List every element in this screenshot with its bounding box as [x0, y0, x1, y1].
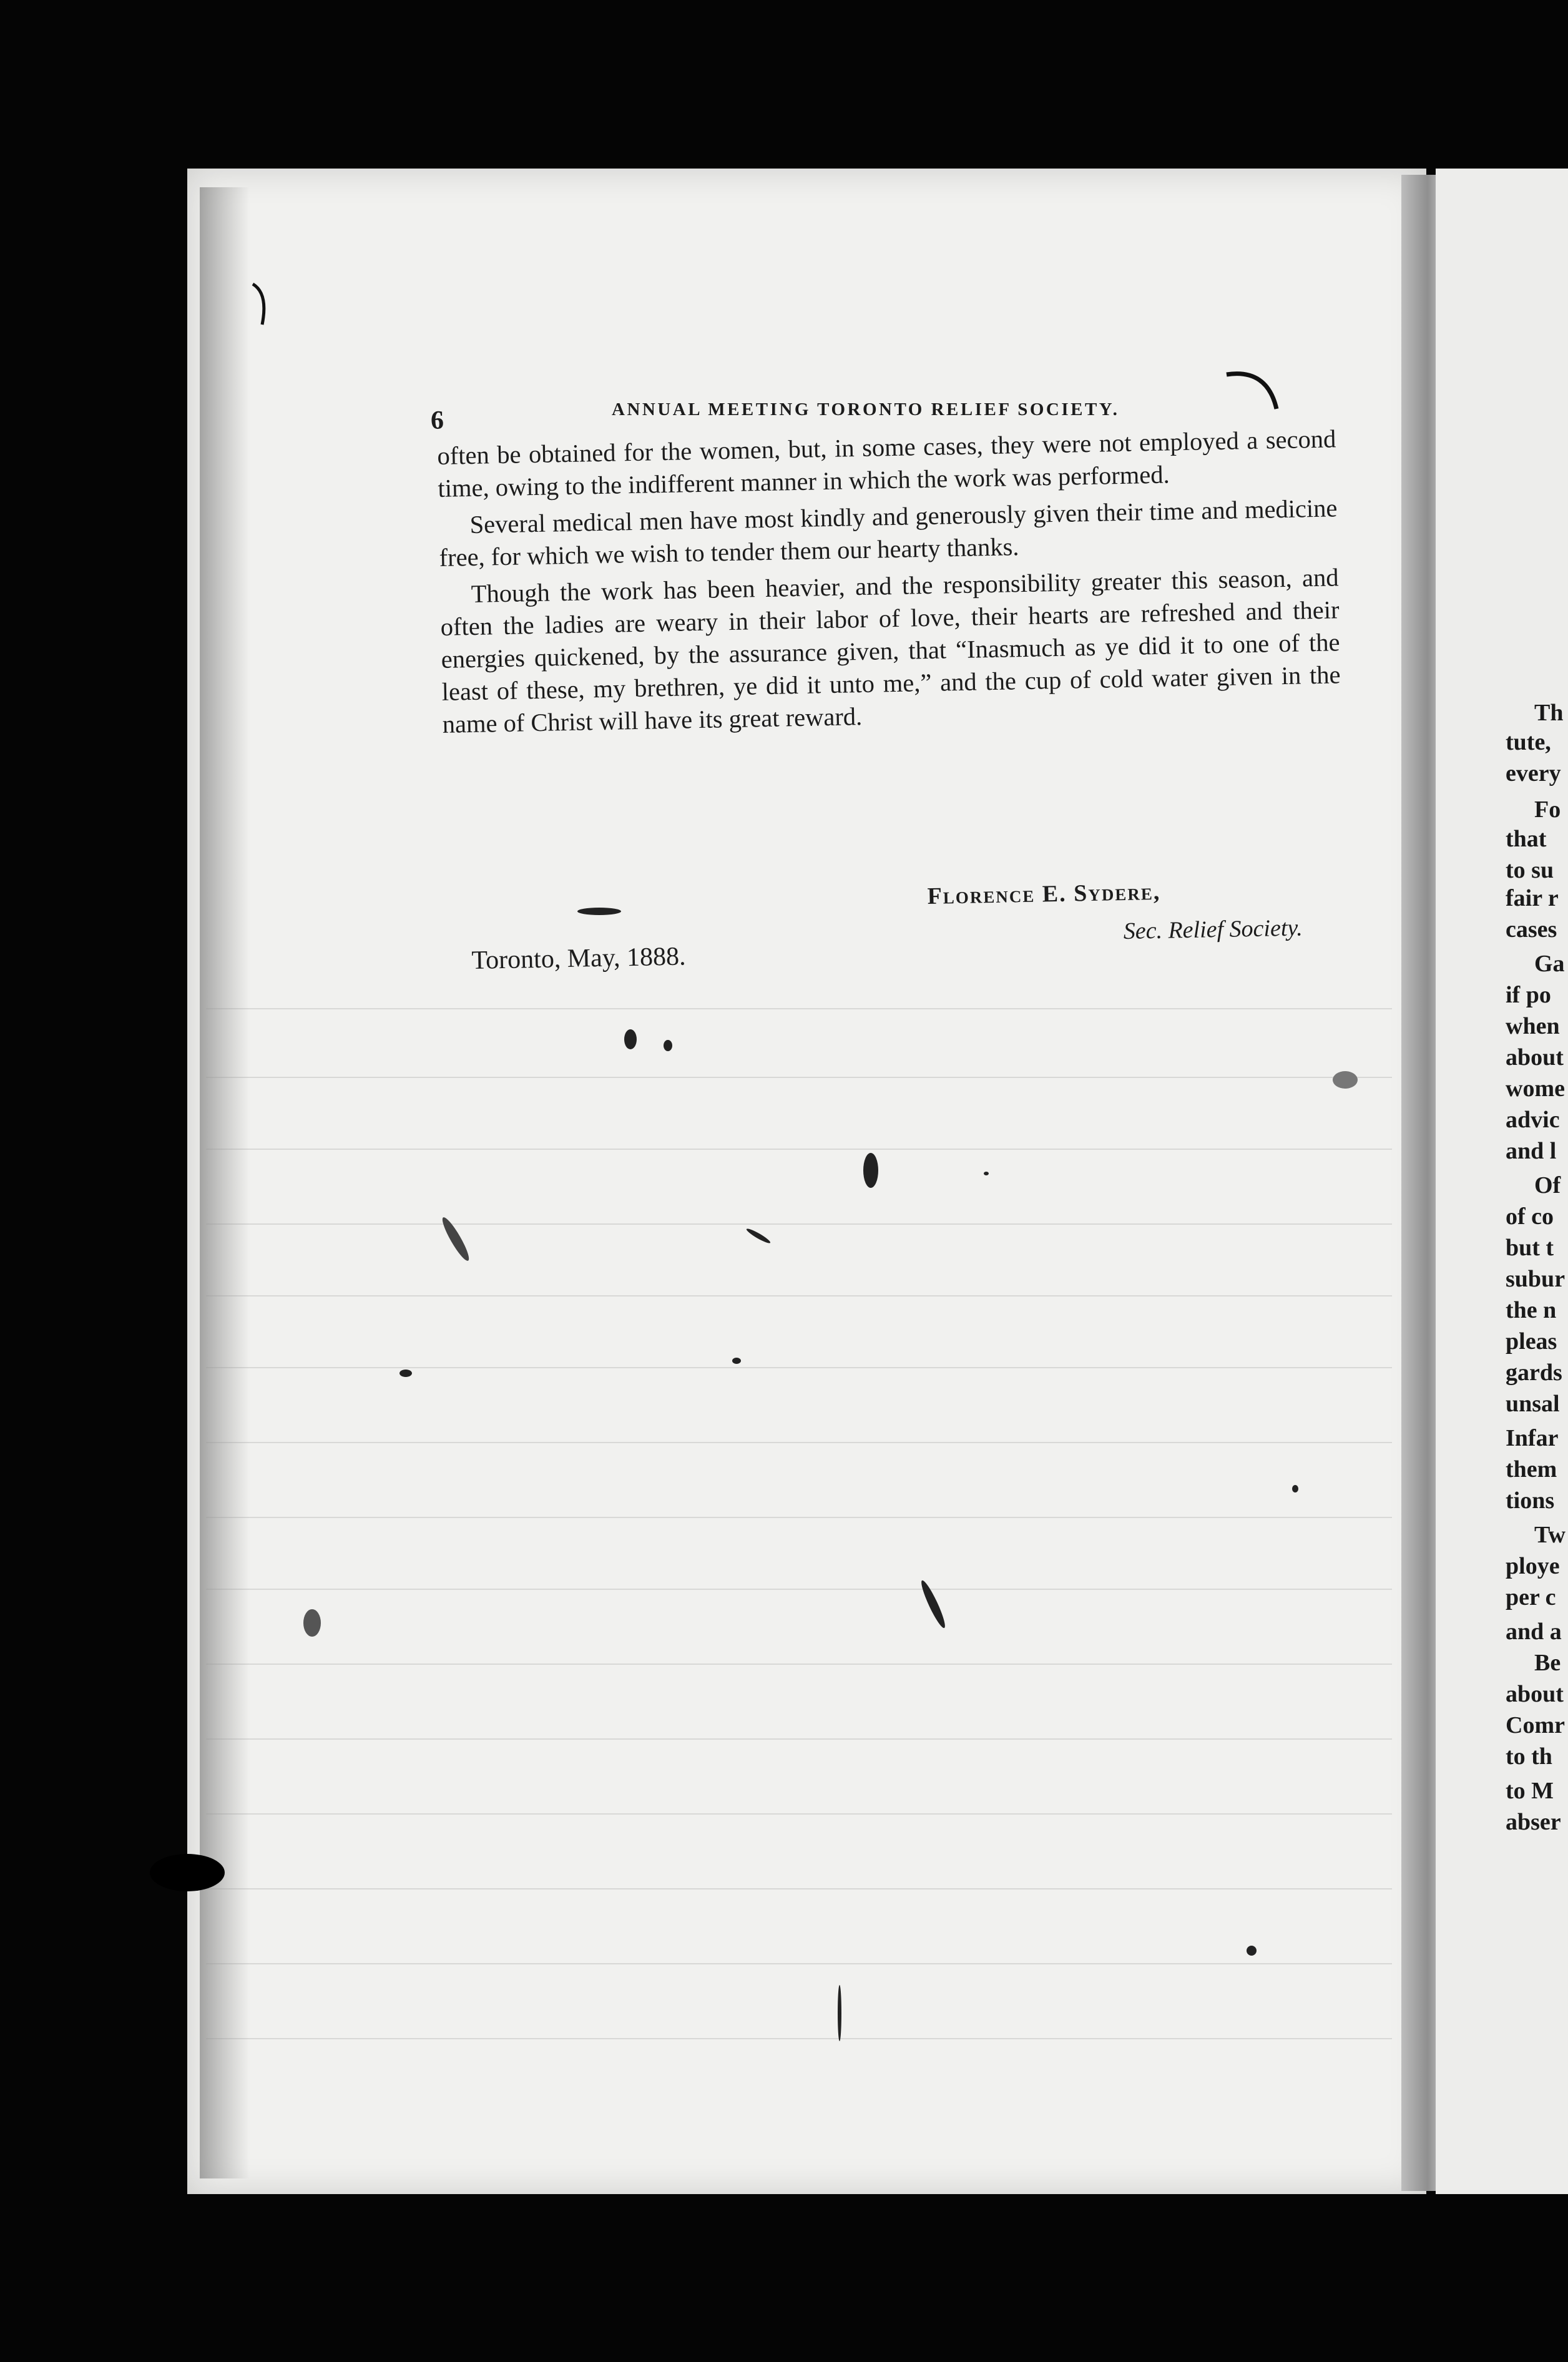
- speck: [1333, 1071, 1358, 1089]
- facing-line: Ga: [1534, 951, 1565, 977]
- facing-line: tute,: [1506, 729, 1551, 755]
- facing-line: to th: [1506, 1743, 1552, 1770]
- facing-line: pleas: [1506, 1328, 1557, 1355]
- facing-line: ploye: [1506, 1553, 1560, 1579]
- facing-line: Th: [1534, 700, 1564, 726]
- facing-line: Of: [1534, 1172, 1561, 1198]
- running-header: ANNUAL MEETING TORONTO RELIEF SOCIETY.: [612, 399, 1120, 419]
- speck: [303, 1609, 321, 1637]
- facing-line: Fo: [1534, 796, 1561, 823]
- pen-mark: [1227, 374, 1276, 409]
- facing-line: them: [1506, 1456, 1557, 1482]
- paragraph: often be obtained for the women, but, in some cases, they were not employed a second time, owing to the indifferent manner in which the work was performed.: [437, 424, 1336, 502]
- speck: [399, 1370, 412, 1377]
- speck: [838, 1985, 841, 2041]
- facing-line: Comr: [1506, 1712, 1565, 1738]
- facing-line: to M: [1506, 1778, 1554, 1804]
- facing-line: if po: [1506, 982, 1551, 1008]
- speck: [745, 1227, 772, 1245]
- speck-group: [150, 908, 1358, 2041]
- facing-line: every: [1506, 760, 1561, 787]
- facing-line: but t: [1506, 1235, 1554, 1261]
- facing-line: and l: [1506, 1138, 1557, 1164]
- facing-line: about: [1506, 1681, 1564, 1707]
- facing-line: wome: [1506, 1076, 1565, 1102]
- facing-line: when: [1506, 1013, 1560, 1039]
- signatory-title: Sec. Relief Society.: [1123, 914, 1303, 944]
- speck: [984, 1172, 989, 1175]
- facing-line: advic: [1506, 1107, 1560, 1133]
- speck: [732, 1358, 741, 1364]
- facing-line: about: [1506, 1044, 1564, 1071]
- speck: [577, 908, 621, 915]
- facing-line: fair r: [1506, 885, 1559, 911]
- speck: [918, 1579, 948, 1630]
- facing-line: unsal: [1506, 1391, 1560, 1417]
- signature-block: [927, 870, 1315, 954]
- speck: [439, 1215, 473, 1263]
- paragraph: Several medical men have most kindly and generously given their time and medicine free, for which we wish to tender them our hearty thanks.: [439, 494, 1338, 572]
- facing-line: cases: [1506, 916, 1557, 943]
- speck: [664, 1040, 672, 1051]
- speck: [624, 1029, 637, 1049]
- facing-line: Be: [1534, 1650, 1561, 1676]
- facing-line: to su: [1506, 857, 1554, 883]
- facing-line: gards: [1506, 1360, 1562, 1386]
- place-date: Toronto, May, 1888.: [471, 942, 686, 975]
- facing-line: subur: [1506, 1266, 1566, 1292]
- facing-line: that: [1506, 826, 1547, 852]
- facing-line: of co: [1506, 1203, 1554, 1230]
- facing-line: Tw: [1534, 1522, 1566, 1548]
- facing-line: abser: [1506, 1809, 1561, 1835]
- facing-line: the n: [1506, 1297, 1557, 1323]
- page-number: 6: [431, 406, 444, 435]
- facing-line: per c: [1506, 1584, 1556, 1610]
- pen-mark: [253, 284, 264, 325]
- paragraph: Though the work has been heavier, and the responsibility greater this season, and often the ladies are weary in their labor of love, their hearts are refreshed and their energies quickened, by the assurance given, that “Inasmuch as ye did it to one of the least of these, my brethren, ye did it unto me,” and the cup of cold water given in the name of Christ will have its great reward.: [440, 563, 1341, 738]
- signatory-name: Florence E. Sydere,: [927, 878, 1161, 909]
- facing-line: Infar: [1506, 1425, 1559, 1451]
- speck: [1292, 1485, 1298, 1492]
- speck: [1247, 1946, 1257, 1956]
- facing-line: tions: [1506, 1487, 1555, 1514]
- body-text: [437, 423, 1341, 745]
- speck: [150, 1854, 225, 1891]
- speck: [863, 1153, 878, 1188]
- facing-line: and a: [1506, 1619, 1562, 1645]
